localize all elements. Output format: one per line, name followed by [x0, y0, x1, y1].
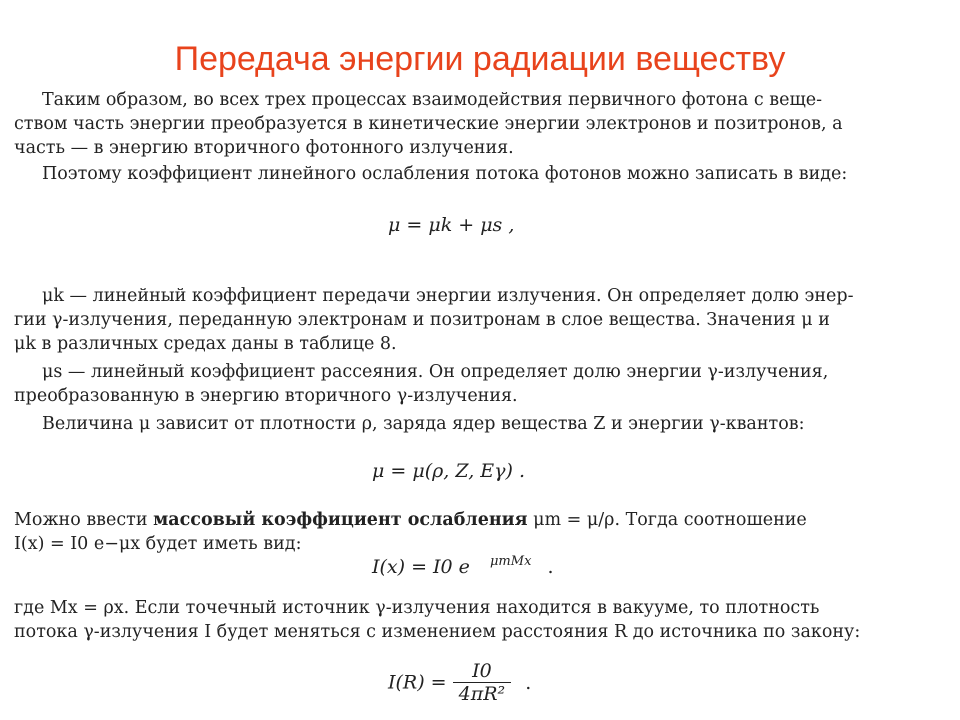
equation-mu-sum: μ = μk + μs , [388, 214, 515, 236]
fraction-numerator: I0 [453, 660, 512, 683]
slide-title: Передача энергии радиации веществу [174, 40, 786, 78]
paragraph-1 [14, 88, 932, 160]
paragraph-3-line: гии γ-излучения, переданную электронам и позитронам в слое вещества. Значения μ и [14, 310, 830, 330]
equation-intensity-mass [372, 556, 554, 578]
paragraph-5: Величина μ зависит от плотности ρ, заряда ядер вещества Z и энергии γ-квантов: [42, 414, 805, 434]
paragraph-4-line: преобразованную в энергию вторичного γ-излучения. [14, 386, 518, 406]
paragraph-6-line-1 [14, 508, 914, 532]
paragraph-7 [14, 596, 914, 644]
paragraph-2: Поэтому коэффициент линейного ослабления потока фотонов можно записать в виде: [42, 164, 848, 184]
equation-inverse-square-lhs: I(R) = [388, 671, 447, 694]
paragraph-6-pre: Можно ввести [14, 510, 154, 530]
equation-inverse-square [388, 660, 531, 705]
paragraph-3 [14, 284, 904, 356]
mass-attenuation-term: массовый коэффициент ослабления [153, 510, 528, 530]
equation-inverse-square-fraction [453, 660, 512, 705]
paragraph-7-line: потока γ-излучения I будет меняться с изменением расстояния R до источника по закону: [14, 622, 861, 642]
equation-inverse-square-period: . [525, 671, 532, 694]
paragraph-1-line: часть — в энергию вторичного фотонного излучения. [14, 138, 514, 158]
paragraph-3-line: μk в различных средах даны в таблице 8. [14, 334, 397, 354]
paragraph-6-line-2: I(x) = I0 e−μx будет иметь вид: [14, 534, 302, 554]
paragraph-1-line: Таким образом, во всех трех процессах взаимодействия первичного фотона с веще- [42, 90, 822, 110]
paragraph-6-post: μm = μ/ρ. Тогда соотношение [527, 510, 807, 530]
paragraph-1-line: ством часть энергии преобразуется в кинетические энергии электронов и позитронов, а [14, 114, 843, 134]
paragraph-7-line: где Mx = ρx. Если точечный источник γ-излучения находится в вакууме, то плотность [14, 598, 820, 618]
paragraph-4 [14, 360, 904, 408]
paragraph-4-line: μs — линейный коэффициент рассеяния. Он определяет долю энергии γ-излучения, [42, 362, 829, 382]
fraction-denominator: 4πR² [458, 683, 506, 705]
equation-intensity-period: . [547, 556, 554, 578]
equation-intensity-base: I(x) = I0 e [372, 556, 470, 578]
paragraph-6 [14, 508, 914, 556]
equation-intensity-exponent: μmMx [489, 554, 532, 569]
equation-mu-dependence: μ = μ(ρ, Z, Eγ) . [372, 460, 526, 482]
paragraph-3-line: μk — линейный коэффициент передачи энергии излучения. Он определяет долю энер- [42, 286, 854, 306]
